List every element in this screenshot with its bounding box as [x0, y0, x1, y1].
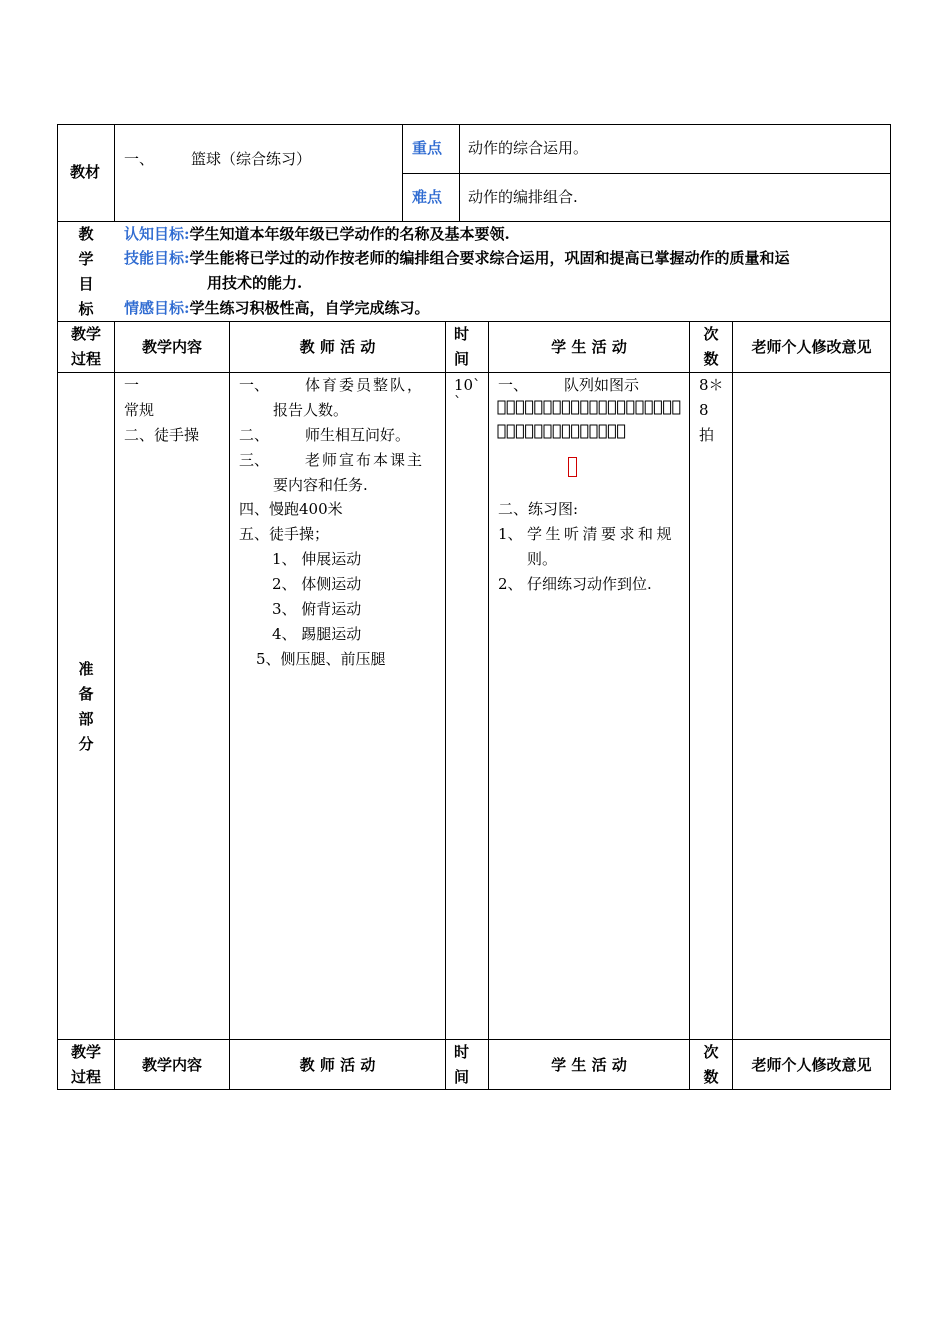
col-divider-teacher [445, 321, 446, 1090]
placeholder-glyph [636, 401, 643, 414]
count-value: 8＊ 8 拍 [699, 376, 724, 444]
student-item: 队列如图示 [564, 376, 640, 394]
placeholder-glyph [645, 401, 652, 414]
placeholder-glyph [516, 401, 523, 414]
student-header-2: 学 生 活 动 [551, 1056, 627, 1074]
key-label: 重点 [412, 139, 443, 157]
table-divider-header [57, 321, 891, 322]
placeholder-glyph [553, 425, 560, 438]
time-header-2: 时 间 [454, 1043, 470, 1086]
formation-glyphs [497, 397, 683, 445]
content-header: 教学内容 [141, 338, 202, 356]
teacher-item: 报告人数。 [273, 401, 349, 419]
key-value: 动作的综合运用。 [468, 139, 589, 157]
formation-marker [568, 457, 577, 481]
teacher-item-num: 二、 [239, 426, 270, 444]
teacher-item: 要内容和任务. [273, 476, 368, 494]
difficulty-value: 动作的编排组合. [468, 188, 578, 206]
difficulty-label: 难点 [412, 188, 443, 206]
placeholder-glyph [562, 401, 569, 414]
placeholder-glyph [664, 401, 671, 414]
table-divider-header2 [57, 1039, 891, 1040]
col-divider-time [488, 321, 489, 1090]
teacher-item: 师生相互问好。 [305, 426, 411, 444]
placeholder-glyph [544, 425, 551, 438]
placeholder-glyph [498, 425, 505, 438]
cognitive-objective: 认知目标:学生知道本年级年级已学动作的名称及基本要领. [124, 225, 510, 243]
placeholder-glyph [673, 401, 680, 414]
placeholder-glyph [507, 401, 514, 414]
student-header: 学 生 活 动 [551, 338, 627, 356]
placeholder-glyph [618, 401, 625, 414]
teacher-header-2: 教 师 活 动 [299, 1056, 376, 1074]
teacher-item-num: 三、 [239, 451, 270, 469]
time-value-2: ` [454, 393, 462, 411]
placeholder-glyph [590, 425, 597, 438]
placeholder-glyph [544, 401, 551, 414]
col-divider-label-lower [114, 321, 115, 1090]
prep-section-label: 准 备 部 分 [78, 660, 94, 753]
formation-diagram [497, 397, 683, 449]
content-header-2: 教学内容 [141, 1056, 202, 1074]
placeholder-glyph [572, 425, 579, 438]
count-header: 次 数 [703, 325, 719, 368]
col-divider-content [229, 321, 230, 1090]
placeholder-glyph [526, 425, 533, 438]
placeholder-glyph [608, 401, 615, 414]
content-item: 二、徒手操 [124, 426, 200, 444]
content-item: 一 [124, 376, 140, 394]
placeholder-glyph [654, 401, 661, 414]
col-divider-key-value [459, 124, 460, 222]
table-border-right [890, 124, 891, 1090]
exercise-item: 5、侧压腿、前压腿 [256, 650, 386, 668]
objectives-section-label: 教 学 目 标 [78, 225, 94, 318]
process-header: 教学 过程 [70, 325, 101, 368]
placeholder-glyph [507, 425, 514, 438]
opinion-header: 老师个人修改意见 [751, 338, 872, 356]
table-divider-key [402, 173, 891, 174]
exercise-item: 4、 踢腿运动 [272, 625, 362, 643]
placeholder-glyph [608, 425, 615, 438]
emotion-objective: 情感目标:学生练习积极性高，自学完成练习。 [124, 299, 430, 317]
student-item-num: 1、 [498, 525, 523, 543]
exercise-item: 3、 俯背运动 [272, 600, 362, 618]
time-header: 时 间 [454, 325, 470, 368]
placeholder-glyph [553, 401, 560, 414]
exercise-item: 2、 体侧运动 [272, 575, 362, 593]
col-divider-label [114, 124, 115, 222]
teacher-item: 老师宣布本课主 [305, 451, 425, 469]
student-item: 仔细练习动作到位. [527, 575, 652, 593]
skill-objective-cont: 用技术的能力. [207, 274, 303, 292]
placeholder-glyph [516, 425, 523, 438]
placeholder-glyph [618, 425, 625, 438]
student-item-num: 2、 [498, 575, 523, 593]
count-header-2: 次 数 [703, 1043, 719, 1086]
placeholder-glyph [627, 401, 634, 414]
material-label: 教材 [70, 163, 101, 181]
placeholder-glyph [599, 401, 606, 414]
opinion-header-2: 老师个人修改意见 [751, 1056, 872, 1074]
process-header-2: 教学 过程 [70, 1043, 101, 1086]
table-border-top [57, 124, 891, 125]
placeholder-glyph [572, 401, 579, 414]
material-value: 篮球（综合练习） [191, 150, 312, 168]
material-index: 一、 [124, 150, 155, 168]
col-divider-student [689, 321, 690, 1090]
red-marker-icon [568, 457, 577, 477]
placeholder-glyph [581, 425, 588, 438]
skill-objective: 技能目标:学生能将已学过的动作按老师的编排组合要求综合运用，巩固和提高已掌握动作的质量和运 [124, 249, 790, 267]
placeholder-glyph [526, 401, 533, 414]
teacher-header: 教 师 活 动 [299, 338, 376, 356]
teacher-item: 四、慢跑400米 [239, 500, 343, 518]
student-item: 则。 [527, 550, 558, 568]
time-value: 10` [454, 376, 481, 394]
content-item: 常规 [124, 401, 155, 419]
placeholder-glyph [535, 401, 542, 414]
table-border-bottom [57, 1089, 891, 1090]
student-item-num: 一、 [498, 376, 529, 394]
placeholder-glyph [498, 401, 505, 414]
placeholder-glyph [599, 425, 606, 438]
placeholder-glyph [581, 401, 588, 414]
col-divider-count [732, 321, 733, 1090]
practice-title: 二、练习图: [498, 500, 579, 518]
placeholder-glyph [562, 425, 569, 438]
student-item: 学生听清要求和规 [527, 525, 676, 543]
teacher-item-num: 一、 [239, 376, 270, 394]
placeholder-glyph [590, 401, 597, 414]
exercise-item: 1、 伸展运动 [272, 550, 362, 568]
col-divider-key-label [402, 124, 403, 222]
teacher-item: 体育委员整队， [305, 376, 425, 394]
teacher-item: 五、徒手操； [239, 525, 330, 543]
placeholder-glyph [535, 425, 542, 438]
